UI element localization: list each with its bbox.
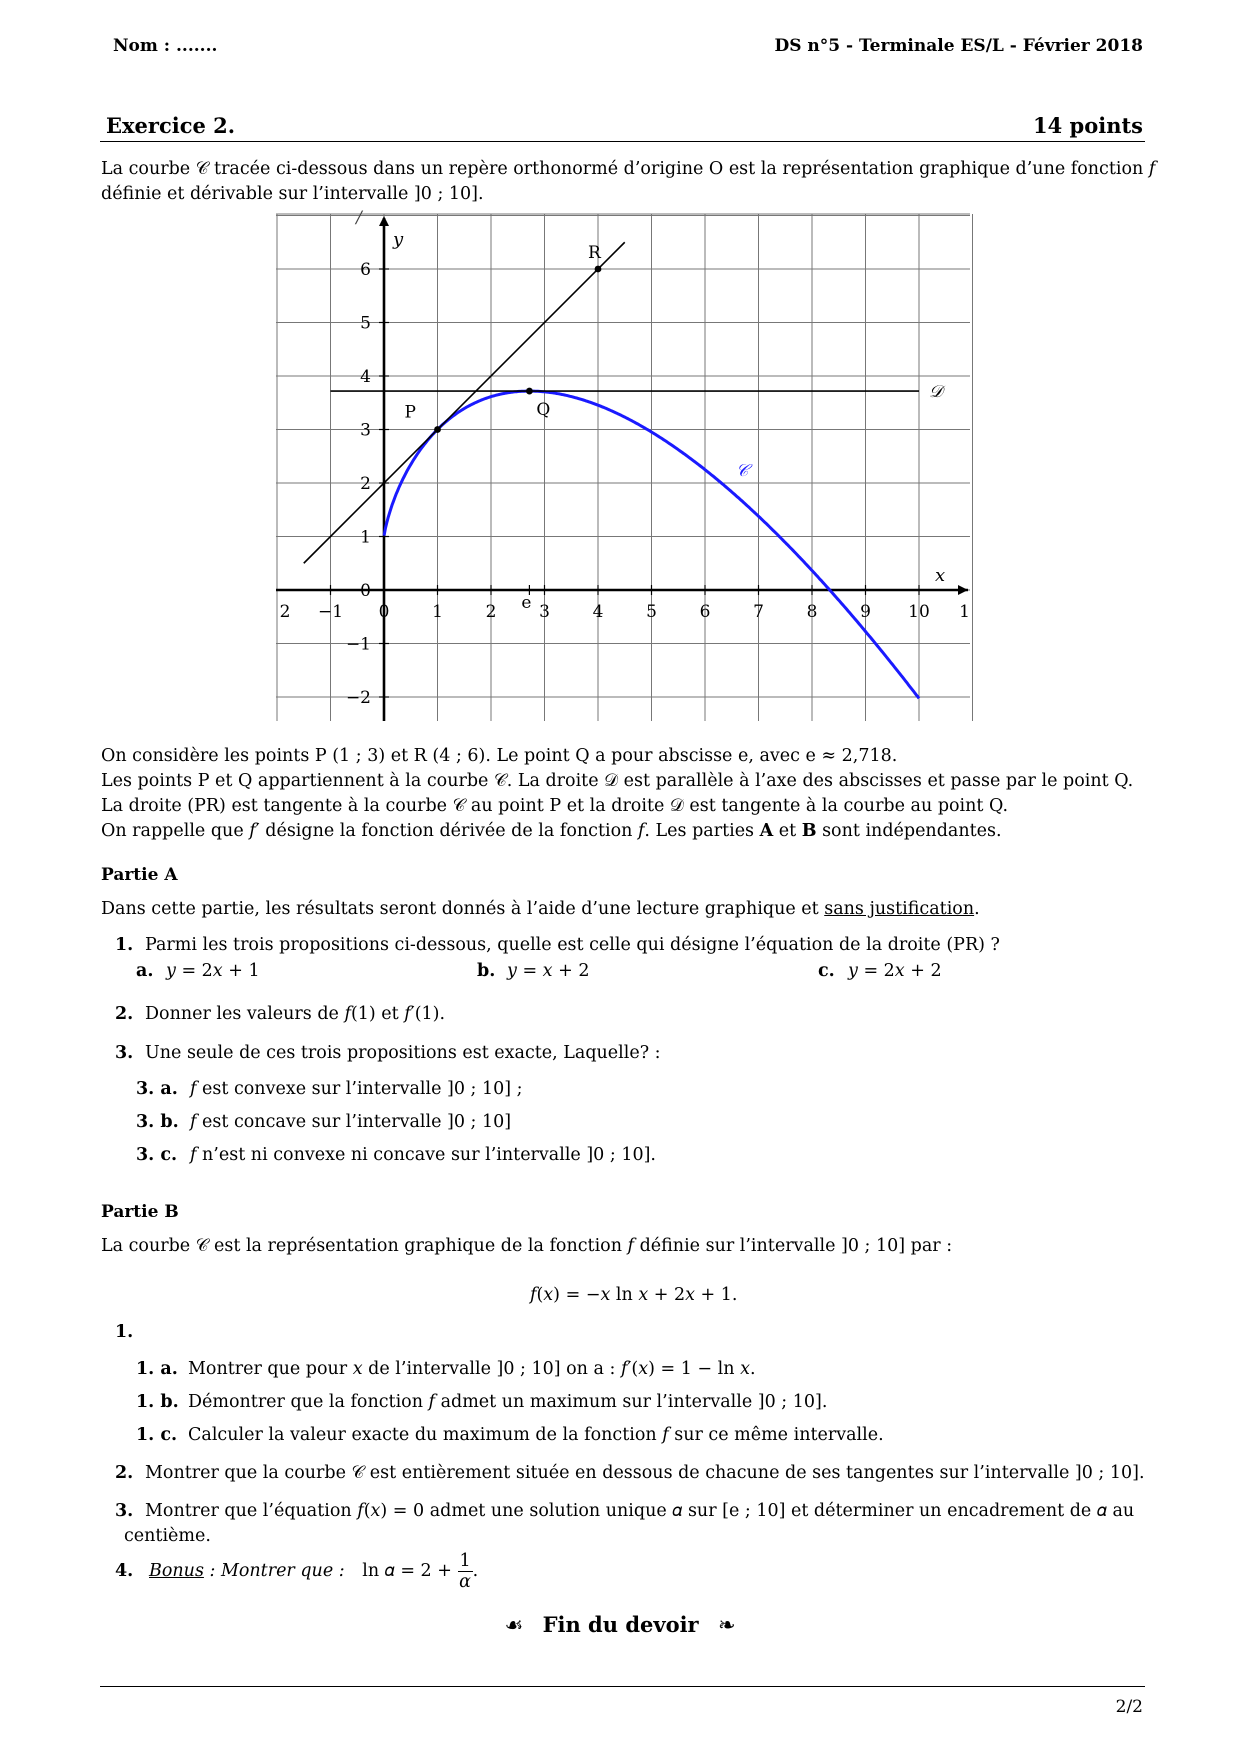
point-Q [526,388,533,395]
context-line-4: On rappelle que 𝑓′ désigne la fonction dérivée de la fonction 𝑓. Les parties A et B sont indépendantes. [101,821,1002,841]
x-tick-label: 2 [485,602,497,622]
x-tick-label: 1 [959,602,970,622]
point-R [595,266,602,273]
part-b-q3-line2: centième. [124,1526,211,1546]
part-b-title: Partie B [101,1202,179,1222]
end-of-exam: ☙ Fin du devoir ❧ [504,1612,736,1637]
x-tick-label: 6 [699,602,711,622]
tangent-line-PR [304,242,625,563]
part-b-q2: 2. Montrer que la courbe 𝒞 est entièrement située en dessous de chacune de ses tangentes sur l’intervalle ]0 ; 10]. [115,1463,1145,1483]
point-P-label: P [404,402,416,423]
e-label: e [521,593,532,613]
y-axis-arrow-icon [379,216,389,226]
part-b-q3-line1: 3. Montrer que l’équation 𝑓(𝑥) = 0 admet une solution unique 𝛼 sur [e ; 10] et déterminer un encadrement de 𝛼 au [115,1501,1135,1521]
x-tick-label: 10 [908,602,930,622]
part-a-intro: Dans cette partie, les résultats seront donnés à l’aide d’une lecture graphique et sans justification. [101,899,980,919]
y-tick-label: −2 [345,688,371,708]
y-tick-label: 3 [360,420,371,441]
x-tick-label: 9 [860,602,871,622]
bonus-label: Bonus [149,1561,204,1581]
part-a-title: Partie A [101,865,178,885]
context-line-1: On considère les points P (1 ; 3) et R (4 ; 6). Le point Q a pour abscisse e, avec e ≈ 2,718. [101,746,898,766]
exercise-points: 14 points [1033,113,1143,138]
part-b-q1a: 1. a. Montrer que pour 𝑥 de l’intervalle ]0 ; 10] on a : 𝑓′(𝑥) = 1 − ln 𝑥. [136,1359,756,1379]
x-tick-label: 5 [646,602,657,622]
right-ornament-icon: ❧ [717,1613,736,1637]
x-tick-label: 8 [806,602,818,622]
y-tick-label: 4 [360,367,371,387]
line-D-label: 𝒟 [929,382,943,403]
part-a-q3b: 3. b. 𝑓 est concave sur l’intervalle ]0 ; 10] [136,1112,512,1132]
graph-grid [276,214,973,721]
part-b-q4: 4. Bonus : Montrer que : ln 𝛼 = 2 + $\frac{1}{\text{𝛼}}$ . [115,1551,479,1592]
x-tick-label: −1 [317,602,344,622]
point-Q-label: Q [536,400,551,421]
y-tick-label: 1 [360,527,371,548]
x-axis-label: x [935,565,946,586]
option-c: c. 𝑦 = 2𝑥 + 2 [818,961,942,981]
x-tick-label: 1 [432,602,443,622]
x-tick-label: 2 [279,602,291,622]
x-axis-arrow-icon [958,585,968,595]
top-clipped-mark: / [356,208,362,228]
x-tick-label: 7 [753,602,764,622]
function-graph [0,0,1240,740]
student-name-field: Nom : ....... [113,36,218,56]
page-number: 2/2 [1115,1697,1143,1717]
part-b-q1: 1. [115,1322,134,1342]
y-tick-label: 5 [360,313,371,334]
intro-line-1: La courbe 𝒞 tracée ci-dessous dans un repère orthonormé d’origine O est la représentation graphique d’une fonction 𝑓 [101,159,1156,179]
curve-C-label: 𝒞 [736,461,749,481]
option-a: a. 𝑦 = 2𝑥 + 1 [136,961,260,981]
exercise-title: Exercice 2. [106,113,236,138]
y-tick-label: 2 [360,474,371,494]
part-b-intro: La courbe 𝒞 est la représentation graphique de la fonction 𝑓 définie sur l’intervalle ]0 ; 10] par : [101,1236,953,1256]
x-tick-label: 0 [378,602,390,622]
part-a-q3c: 3. c. 𝑓 n’est ni convexe ni concave sur l’intervalle ]0 ; 10]. [136,1145,656,1165]
footer-rule [100,1686,1145,1687]
y-tick-label: 0 [360,581,371,601]
point-P [434,426,441,433]
part-a-q3a: 3. a. 𝑓 est convexe sur l’intervalle ]0 ; 10] ; [136,1079,523,1099]
point-R-label: R [588,243,601,263]
left-ornament-icon: ☙ [504,1613,524,1637]
part-a-q1: 1. Parmi les trois propositions ci-dessous, quelle est celle qui désigne l’équation de la droite (PR) ? [115,935,1000,955]
context-line-2: Les points P et Q appartiennent à la courbe 𝒞. La droite 𝒟 est parallèle à l’axe des abscisses et passe par le point Q. [101,771,1134,791]
context-line-3: La droite (PR) est tangente à la courbe 𝒞 au point P et la droite 𝒟 est tangente à la courbe au point Q. [101,796,1009,816]
graph-points [434,266,601,595]
part-b-q1b: 1. b. Démontrer que la fonction 𝑓 admet un maximum sur l’intervalle ]0 ; 10]. [136,1392,828,1412]
x-tick-label: 3 [539,602,550,622]
part-b-q1c: 1. c. Calculer la valeur exacte du maximum de la fonction 𝑓 sur ce même intervalle. [136,1425,884,1445]
y-axis-label: y [393,229,404,250]
part-a-q2: 2. Donner les valeurs de 𝑓(1) et 𝑓′(1). [115,1004,446,1024]
x-tick-label: 4 [592,602,604,622]
y-tick-label: −1 [345,634,371,655]
function-formula: 𝑓(𝑥) = −𝑥 ln 𝑥 + 2𝑥 + 1. [530,1285,738,1305]
intro-line-2: définie et dérivable sur l’intervalle ]0 ; 10]. [101,184,484,204]
y-tick-label: 6 [360,260,371,280]
part-a-q3: 3. Une seule de ces trois propositions est exacte, Laquelle? : [115,1043,661,1063]
option-b: b. 𝑦 = 𝑥 + 2 [477,961,590,981]
graph-axes [276,216,968,721]
exam-header: DS n°5 - Terminale ES/L - Février 2018 [774,36,1143,56]
fraction-one-over-alpha: $\frac{1}{\text{𝛼}}$ [459,1551,471,1592]
